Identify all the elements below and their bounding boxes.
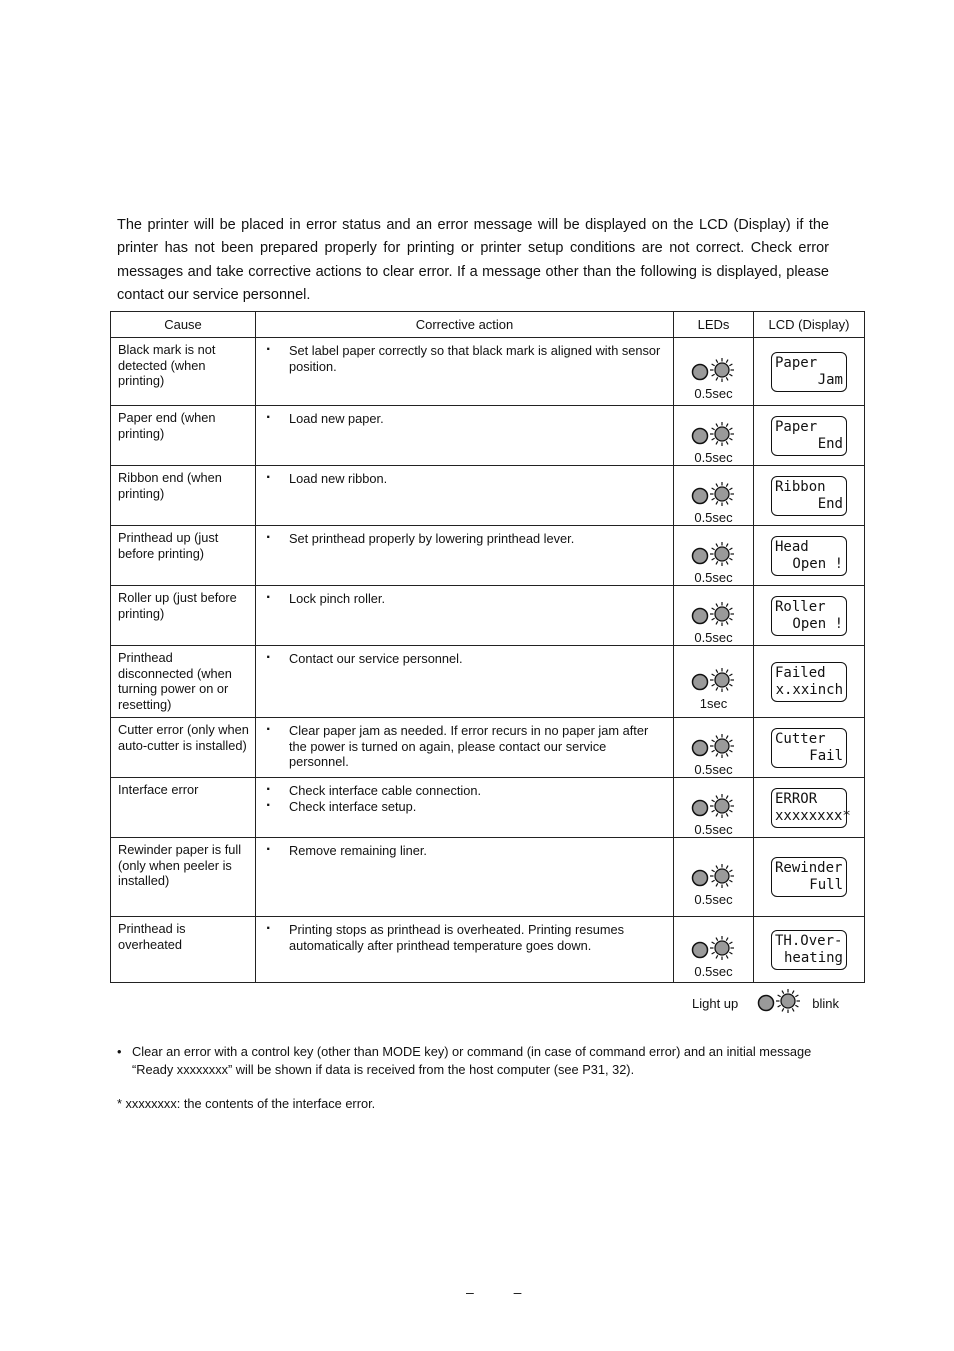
lcd-line-2: heating — [783, 949, 843, 966]
led-cell — [674, 917, 754, 983]
lcd-display — [771, 788, 851, 828]
led-pair-icon — [690, 420, 738, 448]
cause-cell: Paper end (when printing) — [111, 406, 256, 466]
led-blink-icon — [710, 482, 734, 506]
cause-cell: Roller up (just before printing) — [111, 586, 256, 646]
led-blink-icon — [710, 668, 734, 692]
blink-interval: 0.5sec — [694, 891, 733, 907]
table-row — [111, 718, 865, 778]
led-blink-icon — [710, 602, 734, 626]
led-blink-icon — [710, 542, 734, 566]
led-light-up-icon — [692, 943, 707, 958]
action-cell — [256, 917, 674, 983]
led-light-up-icon — [692, 365, 707, 380]
header-lcd: LCD (Display) — [754, 312, 865, 338]
lcd-line-1: Head — [775, 538, 809, 555]
lcd-line-2: Jam — [817, 371, 843, 388]
page-number: – – — [466, 1284, 540, 1300]
lcd-display — [771, 857, 847, 897]
action-item: · Check interface cable connection. — [266, 783, 665, 799]
led-cell — [674, 778, 754, 838]
table-row — [111, 917, 865, 983]
blink-interval: 0.5sec — [694, 630, 733, 645]
lcd-line-2: End — [817, 495, 843, 512]
table-header-row — [111, 312, 865, 338]
lcd-display — [771, 352, 847, 392]
action-cell — [256, 778, 674, 838]
led-blink-icon — [710, 358, 734, 382]
action-item: · Set label paper correctly so that black mark is aligned with sensor position. — [266, 343, 665, 374]
blink-interval: 0.5sec — [694, 510, 733, 525]
lcd-line-2: xxxxxxxx* — [775, 807, 851, 824]
intro-paragraph: The printer will be placed in error status and an error message will be displayed on the LCD (Display) if the printer has not been prepared properly for printing or printer setup conditions are not correct. Check error messages and take corrective actions to clear error. If a message other than the following is displayed, please contact our service personnel. — [117, 217, 829, 304]
lcd-cell — [754, 338, 865, 406]
led-light-up-icon — [692, 741, 707, 756]
action-item: · Remove remaining liner. — [266, 843, 665, 859]
table-row — [111, 338, 865, 406]
led-light-up-icon — [692, 489, 707, 504]
blink-interval: 0.5sec — [694, 822, 733, 837]
action-item: · Contact our service personnel. — [266, 651, 665, 667]
led-pair-icon — [690, 792, 738, 820]
lcd-cell — [754, 466, 865, 526]
cause-cell: Rewinder paper is full (only when peeler is installed) — [111, 838, 256, 917]
led-light-up-icon — [692, 429, 707, 444]
cause-cell: Printhead up (just before printing) — [111, 526, 256, 586]
table-row — [111, 646, 865, 718]
header-action: Corrective action — [256, 312, 674, 338]
led-blink-icon — [776, 989, 800, 1013]
blink-interval: 1sec — [699, 696, 728, 711]
lcd-cell — [754, 526, 865, 586]
action-item: · Load new paper. — [266, 411, 665, 427]
led-cell — [674, 646, 754, 718]
action-item: · Check interface setup. — [266, 799, 665, 815]
lcd-line-1: TH.Over- — [775, 932, 843, 949]
lcd-display — [771, 416, 847, 456]
led-blink-icon — [710, 794, 734, 818]
action-cell — [256, 526, 674, 586]
blink-interval: 0.5sec — [694, 450, 733, 465]
header-leds: LEDs — [674, 312, 754, 338]
action-item: · Clear paper jam as needed. If error recurs in no paper jam after the power is turned on again, please contact our service personnel. — [266, 723, 665, 770]
cause-cell: Printhead is overheated — [111, 917, 256, 983]
action-cell — [256, 646, 674, 718]
cause-cell: Ribbon end (when printing) — [111, 466, 256, 526]
led-light-up-icon — [692, 801, 707, 816]
lcd-line-2: Full — [809, 877, 843, 893]
bullet-icon: • — [117, 1044, 122, 1059]
lcd-cell — [754, 778, 865, 838]
led-cell — [674, 838, 754, 917]
led-pair-icon — [690, 540, 738, 568]
action-cell — [256, 406, 674, 466]
led-pair-icon — [756, 987, 806, 1020]
lcd-line-1: Paper — [775, 354, 818, 371]
table-row — [111, 838, 865, 917]
lcd-line-2: Fail — [809, 747, 843, 764]
action-item: · Lock pinch roller. — [266, 591, 665, 607]
lcd-cell — [754, 838, 865, 917]
footnote: * xxxxxxxx: the contents of the interface error. — [117, 1096, 376, 1111]
lcd-line-2: Open ! — [792, 555, 843, 572]
action-cell — [256, 338, 674, 406]
cause-cell: Printhead disconnected (when turning power on or resetting) — [111, 646, 256, 718]
action-cell — [256, 586, 674, 646]
lcd-line-1: Ribbon — [775, 478, 826, 495]
led-cell — [674, 406, 754, 466]
table-row — [111, 466, 865, 526]
table-row — [111, 586, 865, 646]
lcd-line-1: Failed — [775, 664, 826, 681]
lcd-line-1: ERROR — [775, 790, 818, 807]
led-blink-icon — [710, 734, 734, 758]
action-cell — [256, 466, 674, 526]
blink-interval: 0.5sec — [694, 762, 733, 777]
led-cell — [674, 718, 754, 778]
blink-interval: 0.5sec — [694, 570, 733, 585]
lcd-line-1: Cutter — [775, 730, 826, 747]
legend-blink: blink — [812, 996, 840, 1011]
action-cell — [256, 838, 674, 917]
led-pair-icon — [690, 480, 738, 508]
lcd-display — [771, 930, 847, 970]
lcd-display — [771, 728, 847, 768]
lcd-line-1: Roller — [775, 598, 826, 615]
cause-cell: Cutter error (only when auto-cutter is installed) — [111, 718, 256, 778]
action-item: · Load new ribbon. — [266, 471, 665, 487]
led-pair-icon — [690, 732, 738, 760]
lcd-line-2: End — [817, 435, 843, 452]
lcd-cell — [754, 718, 865, 778]
led-pair-icon — [690, 356, 738, 384]
led-blink-icon — [710, 936, 734, 960]
led-pair-icon — [690, 862, 738, 890]
lcd-cell — [754, 646, 865, 718]
cause-cell: Interface error — [111, 778, 256, 838]
led-blink-icon — [710, 422, 734, 446]
lcd-display — [771, 662, 847, 702]
led-light-up-icon — [692, 675, 707, 690]
led-cell — [674, 586, 754, 646]
led-light-up-icon — [692, 549, 707, 564]
lcd-display — [771, 536, 847, 576]
lcd-display — [771, 596, 847, 636]
lcd-line-2: Open ! — [792, 615, 843, 632]
lcd-line-1: Rewinder — [775, 860, 843, 876]
cause-cell: Black mark is not detected (when printing) — [111, 338, 256, 406]
blink-interval: 0.5sec — [694, 964, 733, 979]
action-cell — [256, 718, 674, 778]
table-row — [111, 526, 865, 586]
blink-interval: 0.5sec — [694, 386, 733, 401]
lcd-line-2: x.xxinch — [775, 681, 843, 698]
clear-error-note — [117, 1043, 837, 1079]
lcd-display — [771, 476, 847, 516]
led-blink-icon — [710, 864, 734, 888]
error-table — [110, 311, 865, 983]
header-cause: Cause — [111, 312, 256, 338]
led-pair-icon — [690, 934, 738, 962]
led-cell — [674, 338, 754, 406]
table-row — [111, 778, 865, 838]
led-cell — [674, 466, 754, 526]
lcd-cell — [754, 586, 865, 646]
led-pair-icon — [690, 600, 738, 628]
action-item: · Printing stops as printhead is overheated. Printing resumes automatically after printhead temperature goes down. — [266, 922, 665, 953]
legend-light-up: Light up — [692, 996, 739, 1011]
led-light-up-icon — [692, 609, 707, 624]
led-light-up-icon — [759, 996, 774, 1011]
note-text: Clear an error with a control key (other than MODE key) or command (in case of command error) and an initial message “Ready xxxxxxxx” will be shown if data is received from the host computer (see P31, 32). — [132, 1044, 812, 1077]
lcd-cell — [754, 917, 865, 983]
table-row — [111, 406, 865, 466]
led-pair-icon — [690, 666, 738, 694]
lcd-cell — [754, 406, 865, 466]
led-light-up-icon — [692, 870, 707, 885]
led-legend — [692, 987, 839, 1020]
action-item: · Set printhead properly by lowering printhead lever. — [266, 531, 665, 547]
led-cell — [674, 526, 754, 586]
lcd-line-1: Paper — [775, 418, 818, 435]
